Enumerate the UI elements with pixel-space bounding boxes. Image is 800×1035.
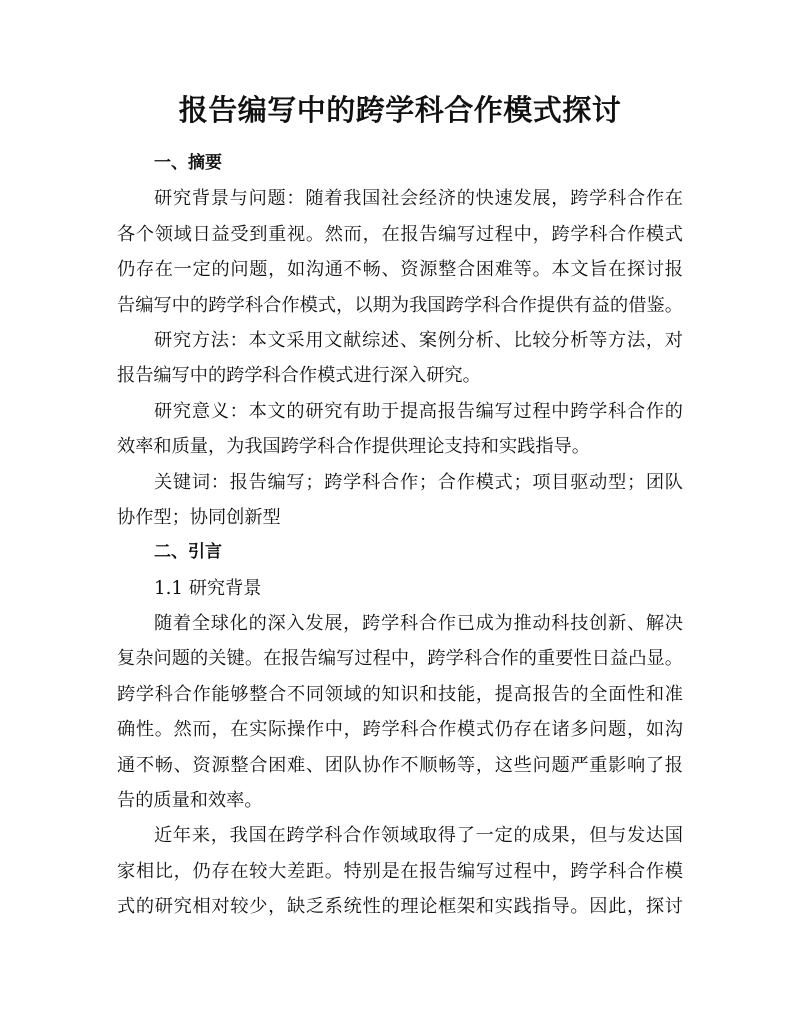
paragraph-line: 跨学科合作能够整合不同领域的知识和技能，提高报告的全面性和准 <box>117 683 683 705</box>
paragraph-line: 告的质量和效率。 <box>117 790 263 812</box>
subsection-heading-background: 1.1 研究背景 <box>154 577 262 599</box>
section-heading-abstract: 一、摘要 <box>154 153 222 173</box>
paragraph-line: 研究方法：本文采用文献综述、案例分析、比较分析等方法，对 <box>154 329 683 351</box>
paragraph-line: 式的研究相对较少，缺乏系统性的理论框架和实践指导。因此，探讨 <box>117 896 683 918</box>
keywords-line: 协作型；协同创新型 <box>117 506 281 528</box>
paragraph-line: 复杂问题的关键。在报告编写过程中，跨学科合作的重要性日益凸显。 <box>117 648 683 670</box>
paragraph-line: 各个领域日益受到重视。然而，在报告编写过程中，跨学科合作模式 <box>117 223 683 245</box>
paragraph-line: 近年来，我国在跨学科合作领域取得了一定的成果，但与发达国 <box>154 825 683 847</box>
paragraph-line: 研究意义：本文的研究有助于提高报告编写过程中跨学科合作的 <box>154 400 683 422</box>
paragraph-line: 告编写中的跨学科合作模式，以期为我国跨学科合作提供有益的借鉴。 <box>117 294 683 316</box>
paragraph-line: 家相比，仍存在较大差距。特别是在报告编写过程中，跨学科合作模 <box>117 860 683 882</box>
paragraph-line: 随着全球化的深入发展，跨学科合作已成为推动科技创新、解决 <box>154 613 683 635</box>
document-title: 报告编写中的跨学科合作模式探讨 <box>178 93 622 127</box>
document-body <box>117 146 683 925</box>
paragraph-line: 研究背景与问题：随着我国社会经济的快速发展，跨学科合作在 <box>154 188 683 210</box>
paragraph-line: 效率和质量，为我国跨学科合作提供理论支持和实践指导。 <box>117 436 590 458</box>
paragraph-line: 确性。然而，在实际操作中，跨学科合作模式仍存在诸多问题，如沟 <box>117 719 683 741</box>
paragraph-line: 报告编写中的跨学科合作模式进行深入研究。 <box>117 365 481 387</box>
paragraph-line: 仍存在一定的问题，如沟通不畅、资源整合困难等。本文旨在探讨报 <box>117 259 683 281</box>
section-heading-introduction: 二、引言 <box>154 542 222 563</box>
paragraph-line: 通不畅、资源整合困难、团队协作不顺畅等，这些问题严重影响了报 <box>117 754 683 776</box>
keywords-line: 关键词：报告编写；跨学科合作；合作模式；项目驱动型；团队 <box>154 471 683 493</box>
